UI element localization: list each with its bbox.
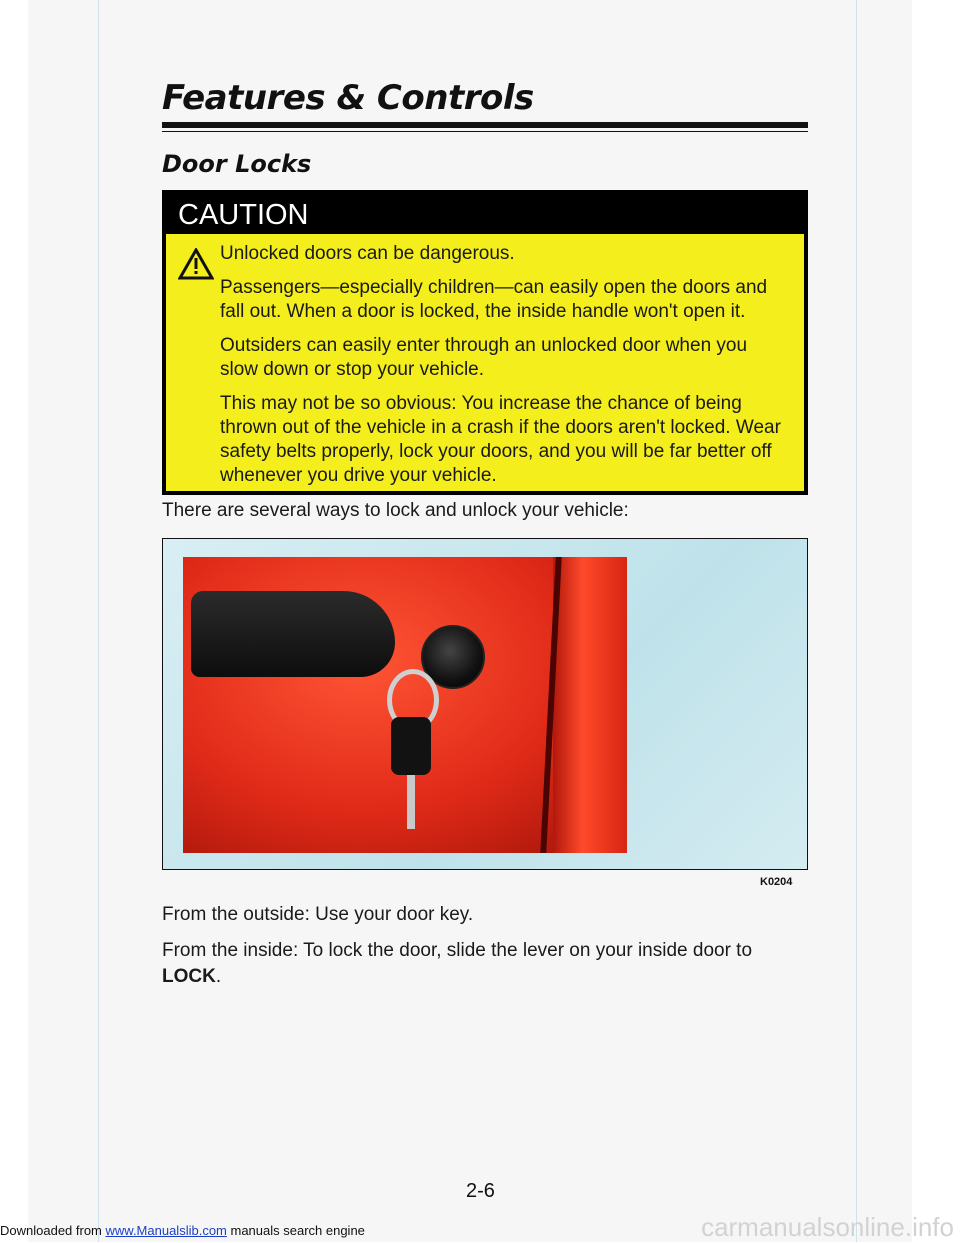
- key-blade: [407, 775, 415, 829]
- caution-heading: CAUTION: [178, 199, 309, 231]
- body-paragraph-outside: From the outside: Use your door key.: [162, 904, 474, 925]
- watermark: carmanualsonline.info: [701, 1212, 954, 1242]
- inside-text-end: .: [215, 966, 222, 987]
- page-guide-line: [98, 0, 99, 1242]
- inside-text: From the inside: To lock the door, slide the lever on your inside door to: [162, 940, 753, 961]
- chapter-title: Features & Controls: [162, 78, 534, 118]
- caution-paragraph: Outsiders can easily enter through an unlocked door when you slow down or stop your vehicle.: [220, 335, 748, 380]
- caution-box: [162, 190, 808, 495]
- door-edge: [553, 557, 627, 853]
- warning-triangle-icon: [178, 248, 214, 280]
- caution-paragraph: This may not be so obvious: You increase the chance of being thrown out of the vehicle in a crash if the doors aren't locked. Wear safety belts properly, lock your doors, and you will be far better off whenever you drive your vehicle.: [220, 393, 781, 486]
- header-rule: [162, 122, 808, 128]
- door-handle: [191, 591, 395, 677]
- caution-paragraph: Passengers—especially children—can easily open the doors and fall out. When a door is locked, the inside handle won't open it.: [220, 277, 768, 322]
- intro-text: There are several ways to lock and unlock your vehicle:: [162, 500, 629, 521]
- lock-label: LOCK: [162, 966, 216, 987]
- caution-paragraph: Unlocked doors can be dangerous.: [220, 243, 515, 264]
- footer-suffix: manuals search engine: [226, 1223, 365, 1238]
- header-rule-thin: [162, 131, 808, 132]
- body-paragraph-inside: [162, 938, 802, 990]
- manualslib-link[interactable]: www.Manualslib.com: [105, 1223, 227, 1238]
- caution-text: [220, 242, 786, 498]
- footer-prefix: Downloaded from: [0, 1223, 106, 1238]
- door-lock-photo: [162, 538, 808, 870]
- figure-code: K0204: [760, 876, 793, 888]
- download-footer: [0, 1223, 365, 1238]
- page-number: 2-6: [466, 1180, 495, 1202]
- caution-body: [166, 234, 804, 491]
- section-title: Door Locks: [162, 150, 312, 178]
- page-guide-line: [856, 0, 857, 1242]
- key-head: [391, 717, 431, 775]
